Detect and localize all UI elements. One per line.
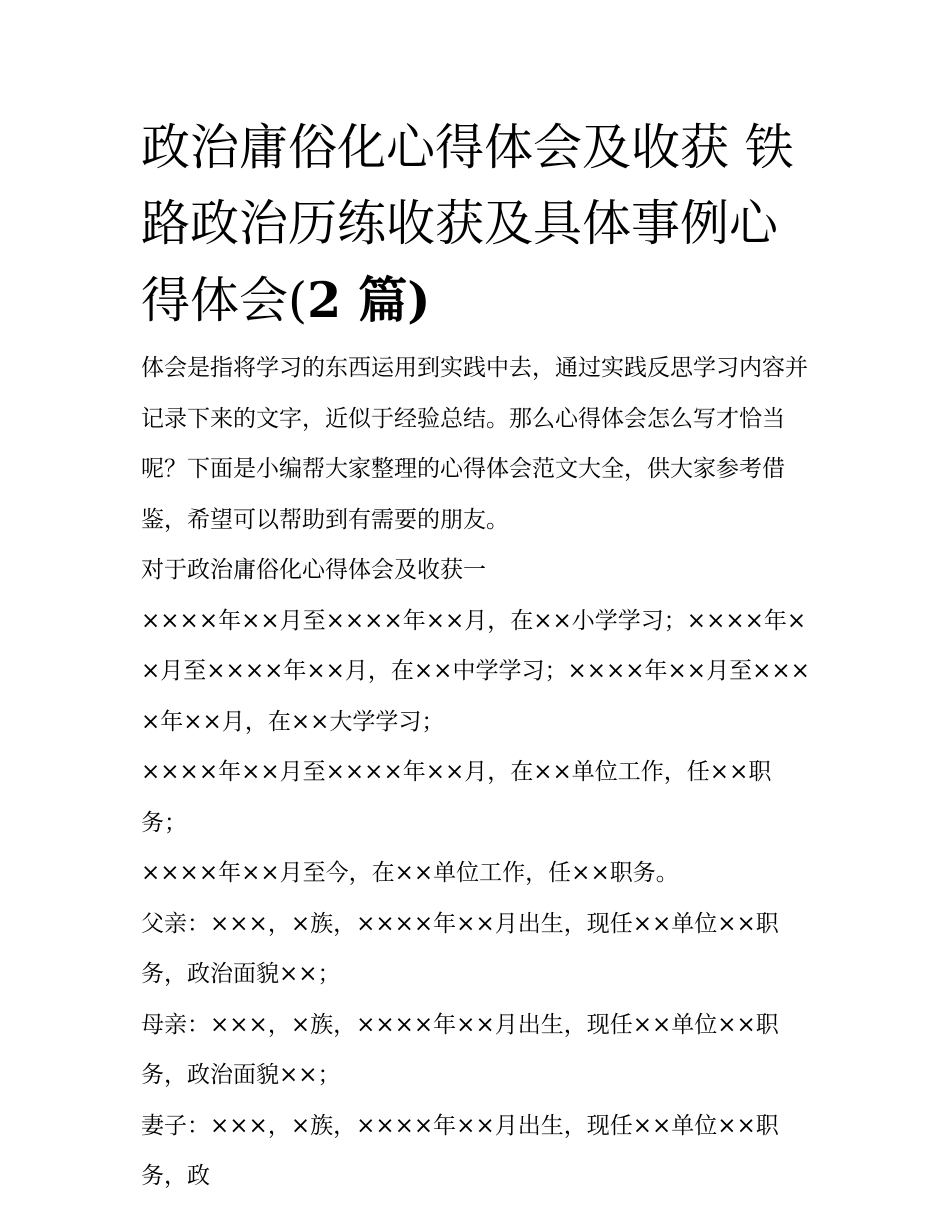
document-title [141,110,821,339]
section-heading: 对于政治庸俗化心得体会及收获一 [141,557,486,583]
father-paragraph: 父亲：×××，×族，××××年××月出生，现任××单位××职务，政治面貌××； [141,910,779,987]
intro-paragraph: 体会是指将学习的东西运用到实践中去，通过实践反思学习内容并记录下来的文字，近似于经验总结。那么心得体会怎么写才恰当呢？下面是小编帮大家整理的心得体会范文大全，供大家参考借鉴，希望可以帮助到有需要的朋友。 [141,355,808,533]
document-body [141,343,821,1202]
education-paragraph: ××××年××月至××××年××月，在××小学学习；××××年××月至××××年××月，在××中学学习；××××年××月至××××年××月，在××大学学习； [141,607,810,735]
document-page [141,110,821,1202]
mother-paragraph: 母亲：×××，×族，××××年××月出生，现任××单位××职务，政治面貌××； [141,1011,779,1088]
wife-paragraph: 妻子：×××，×族，××××年××月出生，现任××单位××职务，政 [141,1112,779,1189]
title-text: 政治庸俗化心得体会及收获 铁路政治历练收获及具体事例心得体会( [141,119,794,329]
title-suffix: 篇) [341,271,431,329]
work-paragraph-2: ××××年××月至今，在××单位工作，任××职务。 [141,860,679,886]
title-count: 2 [307,271,342,329]
work-paragraph-1: ××××年××月至××××年××月，在××单位工作，任××职务； [141,759,772,836]
